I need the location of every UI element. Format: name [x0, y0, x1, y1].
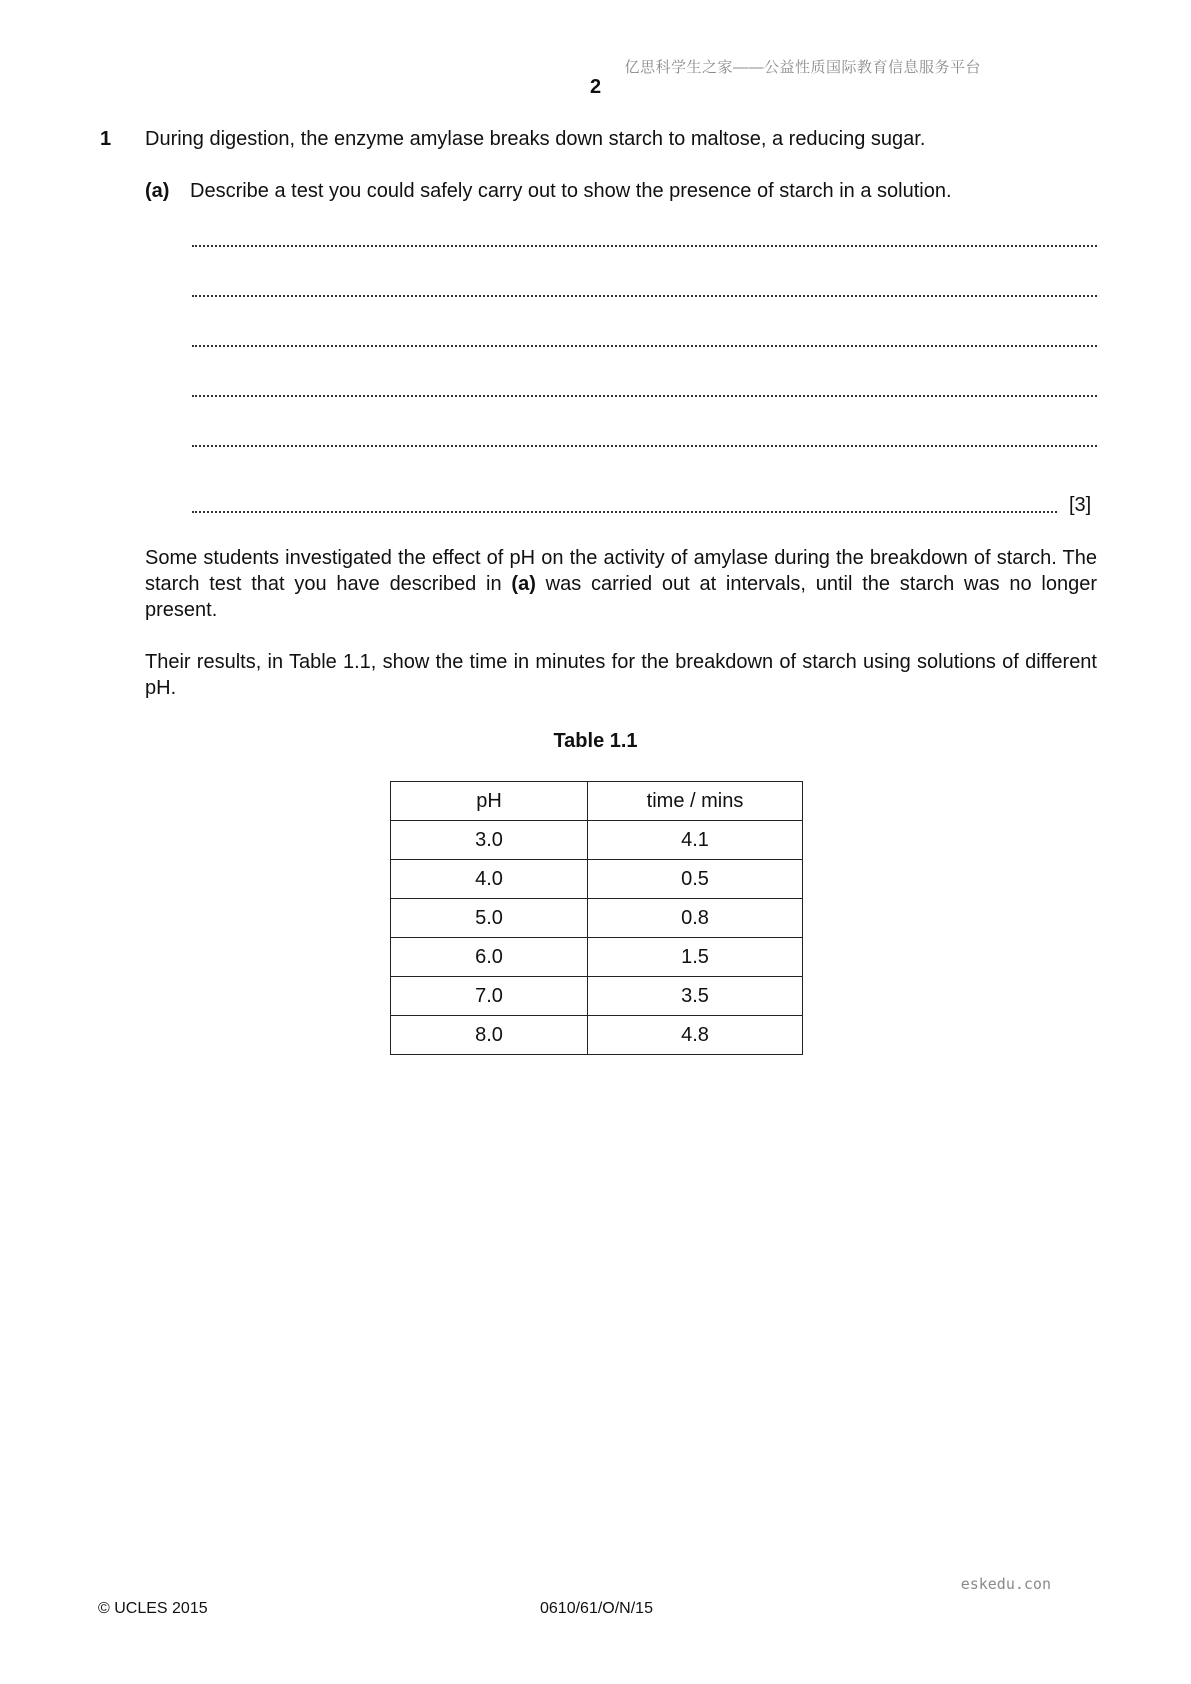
- results-paragraph: Their results, in Table 1.1, show the time in minutes for the breakdown of starch using solutions of different pH.: [145, 651, 1097, 699]
- time-cell: 4.8: [588, 1016, 803, 1055]
- question-stem: During digestion, the enzyme amylase breaks down starch to maltose, a reducing sugar.: [145, 128, 926, 150]
- part-a-prompt: Describe a test you could safely carry out to show the presence of starch in a solution.: [190, 180, 952, 202]
- marks-indicator: [3]: [1069, 494, 1092, 516]
- ph-cell: 4.0: [391, 860, 588, 899]
- answer-line[interactable]: [192, 295, 1097, 297]
- page-number: 2: [589, 76, 602, 98]
- ph-cell: 3.0: [391, 821, 588, 860]
- table-row: [391, 938, 803, 977]
- watermark-text: 亿思科学生之家——公益性质国际教育信息服务平台: [624, 59, 981, 76]
- paragraph-text: Some students investigated the effect of pH on the activity of amylase during the breakdown of starch. The starch test that you have described in: [145, 547, 1097, 595]
- intro-paragraph: [145, 545, 1097, 623]
- answer-line[interactable]: [192, 245, 1097, 247]
- table-header-row: [391, 782, 803, 821]
- answer-line[interactable]: [192, 345, 1097, 347]
- table-row: [391, 899, 803, 938]
- time-cell: 0.8: [588, 899, 803, 938]
- table-row: [391, 821, 803, 860]
- table-row: [391, 1016, 803, 1055]
- column-header-time: time / mins: [588, 782, 803, 821]
- table-row: [391, 977, 803, 1016]
- results-table: [390, 781, 803, 1055]
- time-cell: 4.1: [588, 821, 803, 860]
- answer-line[interactable]: [192, 395, 1097, 397]
- paper-code: 0610/61/O/N/15: [540, 1600, 653, 1617]
- answer-line[interactable]: [192, 445, 1097, 447]
- copyright-notice: © UCLES 2015: [98, 1600, 208, 1617]
- ph-cell: 5.0: [391, 899, 588, 938]
- time-cell: 1.5: [588, 938, 803, 977]
- question-number: 1: [100, 128, 112, 150]
- answer-line[interactable]: [192, 511, 1057, 513]
- paragraph-text: was carried out at intervals, until the starch was no longer present.: [145, 573, 1097, 621]
- ph-cell: 8.0: [391, 1016, 588, 1055]
- time-cell: 0.5: [588, 860, 803, 899]
- table-row: [391, 860, 803, 899]
- part-reference: (a): [511, 573, 536, 595]
- table-caption: Table 1.1: [553, 730, 638, 752]
- ph-cell: 7.0: [391, 977, 588, 1016]
- ph-cell: 6.0: [391, 938, 588, 977]
- part-a-label: (a): [145, 180, 170, 202]
- site-watermark: eskedu.con: [960, 1575, 1051, 1593]
- column-header-ph: pH: [391, 782, 588, 821]
- time-cell: 3.5: [588, 977, 803, 1016]
